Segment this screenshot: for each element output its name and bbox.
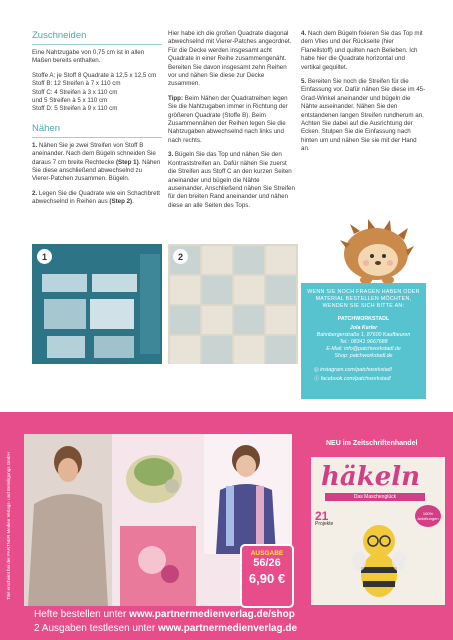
divider [32,44,162,45]
step-text: . [132,198,134,206]
step-ref: (Step 2) [109,198,133,206]
phone: Tel.: 08341 9667688 [339,339,388,345]
step-text: Legen Sie die Quadrate wie ein Schachbrett abwechselnd in Reihen aus [32,189,160,206]
divider [32,137,162,138]
step-number: 1. [32,141,38,149]
column-1 [32,30,162,213]
heading-naehen: Nähen [32,122,60,134]
step-ref: (Step 1) [115,158,139,166]
facebook-text: facebook.com/patchworkstadl [320,376,391,382]
step-5 [301,78,426,154]
step-text: Nähen Sie je zwei Streifen von Stoff B aneinander. Nach dem Bügeln schneiden Sie daraus 7 cm breite Rechtecke [32,141,156,166]
tip [168,95,296,145]
step-number: 3. [168,151,174,159]
new-release-label: NEU im Zeitschriftenhandel [326,440,418,447]
instagram-link[interactable] [314,366,421,375]
social-links [306,366,421,384]
step-1-photo [32,244,162,364]
contact-person: Jola Kerler [349,325,378,331]
project-count: 21 [315,509,329,523]
info-intro: WENN SIE NOCH FRAGEN HABEN ODER MATERIAL BESTELLEN MÖCHTEN, WENDEN SIE SICH BITTE AN: [307,289,420,309]
cut-item: Stoff D: 5 Streifen à 9 x 110 cm [32,105,118,113]
step-text: . Nähen Sie diese anschließend abwechselnd zu Vierer-Patchen zusammen. Bügeln. [32,158,161,183]
arrangement-text: Hier habe ich die großen Quadrate diagonal abwechselnd mit Vierer-Patches angeordnet. Für die Decke werden insgesamt acht Quadrate in einer Reihe zusammengenäht. Bereiten Sie davon insgesamt zehn Reihen vor und nähen Sie diese zur Decke zusammen. [168,30,292,88]
quilt-squares-illustration [168,244,298,364]
step-2-photo [168,244,298,364]
contact-info-box [301,283,426,399]
column-2 [168,30,296,216]
cut-item: Stoffe A: je Stoff 8 Quadrate à 12,5 x 12,5 cm [32,71,157,79]
tip-label: Tipp: [168,94,184,102]
shop-url[interactable]: www.partnermedienverlag.de/shop [129,609,295,620]
publisher-note: Titel erscheint bei der PARTNER Medien Verlags- und Beteiligungs GmbH [6,452,11,600]
facebook-icon: ⓕ [314,376,320,382]
step-number: 2. [32,189,38,197]
fabric-strips-illustration [32,244,162,364]
facebook-link[interactable] [314,375,421,384]
instagram-icon: ◎ [314,367,319,373]
price: 6,90 € [248,571,286,586]
address: Bahnbergerstraße 1, 87600 Kaufbeuren [316,332,411,338]
hedgehog-illustration [336,218,416,286]
step-number: 4. [301,30,307,37]
cut-list [32,72,162,114]
publisher-url[interactable]: www.partnermedienverlag.de [157,623,298,634]
cut-item: und 5 Streifen à 5 x 110 cm [32,97,108,105]
shop-link[interactable]: Shop: patchworkstadl.de [334,353,393,359]
company-name: PATCHWORKSTADL [337,316,390,322]
issue-label: AUSGABE [250,550,284,557]
heading-zuschneiden: Zuschneiden [32,30,87,41]
order-line[interactable] [34,609,295,620]
issue-price-badge [240,544,294,608]
trial-text: 2 Ausgaben testlesen unter [34,623,156,634]
step-2 [32,190,162,207]
magazine-title: häkeln [321,462,421,492]
email[interactable]: E-Mail: info@patchworkstadl.de [326,346,401,352]
cut-item: Stoff C: 4 Streifen à 3 x 110 cm [32,88,118,96]
instagram-text: instagram.com/patchworkstadl [320,367,392,373]
step-text: Bügeln Sie das Top und nähen Sie den Kontraststreifen an. Dafür nähen Sie zuerst die Streifen aus Stoff C an den kurzen Seiten aneinander und bügeln die Nähte auseinander. Anschließend nähen Sie Streifen für den breiten Rand aneinander und nähen diese an alle Seiten des Tops. [168,151,295,209]
trial-line[interactable] [34,623,297,634]
step-badge: 2 [173,249,188,264]
crochet-bee-illustration [351,519,407,599]
magazine-cover[interactable] [311,457,445,605]
step-badge: 1 [37,249,52,264]
step-text: Bereiten Sie noch die Streifen für die Einfassung vor. Dafür nähen Sie diese im 45-Grad-Winkel aneinander und bügeln die Nähte auseinander. Nähen Sie den entstandenen langen Streifen rundherum an. Achten Sie dabei auf die Ausrichtung der Ecken. Stulpen Sie die Einfassung nach hinten um und nähen Sie sie mit der Hand an. [301,78,426,153]
anleitungen-seal: 100% Anleitungen [415,505,441,527]
magazine-subtitle: Das Maschenglück [325,493,425,501]
step-text: Nach dem Bügeln fixieren Sie das Top mit dem Vlies und der Rückseite (hier Flanellstoff) und quilten nach Belieben. Ich habe hier die Quadrate horizontal und vertikal gequiltet. [301,30,423,71]
column-3 [301,30,426,160]
step-number: 5. [301,78,307,86]
cut-item: Stoff B: 12 Streifen à 7 x 110 cm [32,80,121,88]
project-label: Projekte [315,521,334,527]
step-4 [301,30,426,72]
seam-note: Eine Nahtzugabe von 0,75 cm ist in allen Maßen bereits enthalten. [32,49,145,65]
step-1 [32,142,162,184]
issue-number: 56/26 [253,557,281,569]
tip-text: Beim Nähen der Quadratreihen legen Sie die Nahtzugaben immer in Richtung der größeren Quadrate (Stoffe B). Beim Zusammennähen der Reihen legen Sie die Nahtzugaben abwechselnd nach links und nach rechts. [168,94,288,144]
step-3 [168,151,296,210]
order-text: Hefte bestellen unter [34,609,127,620]
